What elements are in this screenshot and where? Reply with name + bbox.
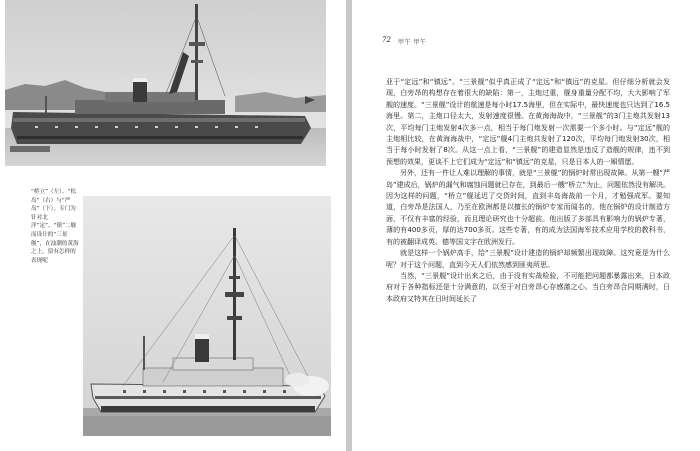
warship-photo-2 (83, 196, 331, 436)
photo-itsukushima (83, 196, 331, 436)
warship-photo-1 (5, 0, 326, 166)
photo-hashidate-matsushima (5, 0, 326, 166)
paragraph-3: 就是这样一个锅炉高手，给“三景舰”设计建造的锅炉却频繁出现故障。这究竟是为什么呢？对于这个问题，直到今天人们依然感到匪夷所思。 (386, 249, 670, 269)
page-number: 72 (382, 36, 391, 44)
left-page (0, 0, 346, 451)
photo-caption (31, 188, 79, 265)
caption-text: “桥立”（左）、“松岛”（右）与“严岛”（下）。专门为针对北洋“定”、“镇”二舰而设计的“三景舰”，在浊潮的黄海之上，留有怎样的表现呢 (31, 189, 79, 264)
paragraph-4: 当然，“三景舰”设计出来之后，由于没有实战检验，不可能把问题都暴露出来，日本政府对于各种指标还是十分满意的，以至于对白旁昂心存感激之心。当白旁昂合同期满时，日本政府又特其在日时间延长了 (386, 271, 670, 303)
paragraph-2: 另外，还有一件让人难以理解的事情，就是“三景舰”的锅炉时常出现故障。从第一艘“严岛”建成后，锅炉的漏气和腐蚀问题就已存在，到最后一艘“桥立”为止，问题依然没有解决。因为这样的问题，“桥立”舰延迟了交货时间，直到丰岛海战前一个月，才勉强成军。要知道，白旁昂是法国人，乃至在欧洲都是以擅长的锅炉专家而闻名的，他在锅炉的设计制造方面，不仅有丰富的经验，而且理论研究也十分超前。他出版了多部具有影响力的锅炉专著，薄的有400多页，厚的达700多页。这些专著，有的成为法国海军技术应用学校的教科书，有的被翻译成英、德等国文字在欧洲发行。 (386, 169, 670, 246)
running-head: 甲午 甲午 (398, 39, 427, 46)
body-text (386, 77, 670, 305)
paragraph-1: 亚于“定远”和“镇远”。“三景舰”似乎真正成了“定远”和“镇远”的克星。但仔细分析就会发现，白旁昂的构想存在着很大的缺陷：第一，主炮过重，舰身重量分配不均，大大影响了军舰的速度。“三景舰”设计的航速是每小时17.5海里，但在实际中，最快速度也只达到了16.5海里。第二，主炮口径太大，发射速度很慢。在黄海海战中，“三景舰”的3门主炮共发射13次，平均每门主炮发射4次多一点，相当于每门炮发射一次需要一个多小时。与“定远”舰的主炮相比较，在黄海海战中，“定远”舰4门主炮共发射了120次，平均每门炮发射30次，相当于每小时发射了8次。从这一点上看，“三景舰”的建造显然是违反了造舰的规律，违不到预想的效果，更谈不上它们成为“定远”和“镇远”的克星，只是日本人的一厢情愿。 (386, 78, 670, 166)
